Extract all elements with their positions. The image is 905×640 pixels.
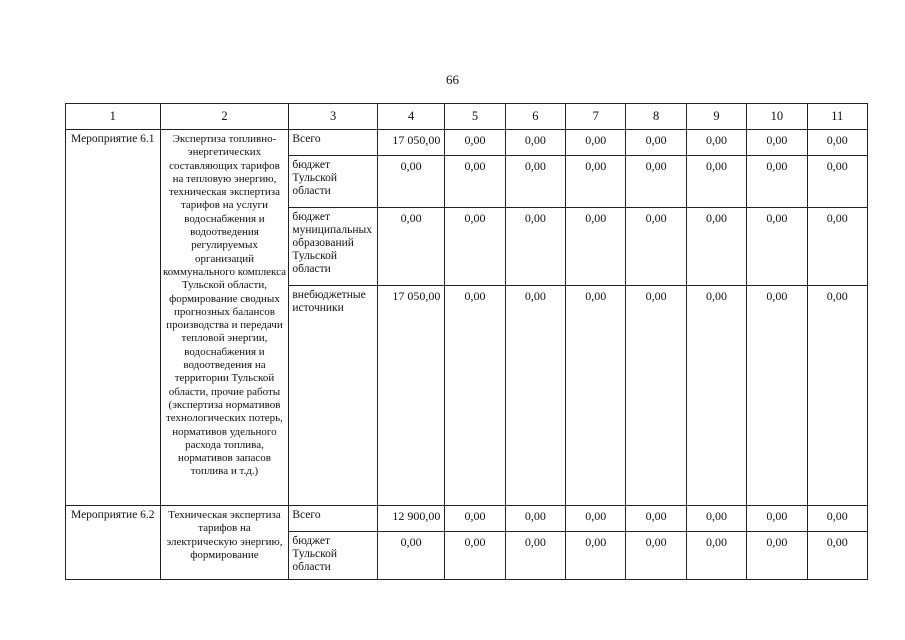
value-cell: 0,00: [566, 156, 626, 208]
value-cell: 0,00: [626, 286, 686, 506]
value-cell: 0,00: [747, 286, 807, 506]
value-cell: 17 050,00: [377, 286, 444, 506]
value-cell: 0,00: [505, 532, 565, 580]
value-cell: 0,00: [747, 208, 807, 286]
value-cell: 0,00: [566, 208, 626, 286]
value-cell: 0,00: [807, 532, 867, 580]
header-cell: 5: [445, 104, 505, 130]
value-cell: 0,00: [686, 208, 746, 286]
header-cell: 6: [505, 104, 565, 130]
header-cell: 3: [289, 104, 378, 130]
value-cell: 0,00: [505, 156, 565, 208]
value-cell: 0,00: [686, 506, 746, 532]
measure-name: Мероприятие 6.2: [66, 506, 161, 580]
header-cell: 11: [807, 104, 867, 130]
value-cell: 0,00: [626, 506, 686, 532]
value-cell: 0,00: [807, 156, 867, 208]
header-cell: 9: [686, 104, 746, 130]
header-cell: 1: [66, 104, 161, 130]
value-cell: 0,00: [747, 532, 807, 580]
header-cell: 2: [160, 104, 289, 130]
header-cell: 4: [377, 104, 444, 130]
value-cell: 0,00: [505, 208, 565, 286]
header-cell: 10: [747, 104, 807, 130]
value-cell: 0,00: [686, 156, 746, 208]
value-cell: 0,00: [747, 130, 807, 156]
measure-description: Техническая экспертиза тарифов на электрическую энергию, формирование: [160, 506, 289, 580]
page-number: 66: [446, 72, 459, 87]
funding-source: внебюджетные источники: [289, 286, 378, 506]
header-row: [66, 104, 868, 130]
value-cell: 0,00: [566, 532, 626, 580]
value-cell: 0,00: [566, 286, 626, 506]
value-cell: 0,00: [747, 156, 807, 208]
budget-table: [65, 103, 868, 580]
value-cell: 0,00: [626, 130, 686, 156]
value-cell: 0,00: [747, 506, 807, 532]
value-cell: 0,00: [626, 208, 686, 286]
value-cell: 0,00: [377, 532, 444, 580]
value-cell: 0,00: [807, 208, 867, 286]
value-cell: 0,00: [505, 286, 565, 506]
value-cell: 0,00: [445, 286, 505, 506]
value-cell: 0,00: [445, 130, 505, 156]
value-cell: 0,00: [626, 156, 686, 208]
value-cell: 0,00: [445, 156, 505, 208]
value-cell: 0,00: [686, 532, 746, 580]
value-cell: 0,00: [445, 532, 505, 580]
value-cell: 0,00: [626, 532, 686, 580]
value-cell: 12 900,00: [377, 506, 444, 532]
value-cell: 0,00: [377, 208, 444, 286]
value-cell: 0,00: [807, 130, 867, 156]
funding-source: бюджет Тульской области: [289, 156, 378, 208]
value-cell: 0,00: [505, 506, 565, 532]
measure-description: Экспертиза топливно-энергетических составляющих тарифов на тепловую энергию, техническая экспертиза тарифов на услуги водоснабжения и водоотведения регулируемых организаций коммунального комплекса Тульской области, формирование сводных прогнозных балансов производства и передачи тепловой энергии, водоснабжения и водоотведения на территории Тульской области, прочие работы (экспертиза нормативов технологических потерь, нормативов удельного расхода топлива, нормативов запасов топлива и т.д.): [160, 130, 289, 506]
value-cell: 0,00: [445, 506, 505, 532]
value-cell: 17 050,00: [377, 130, 444, 156]
funding-source: бюджет Тульской области: [289, 532, 378, 580]
value-cell: 0,00: [807, 506, 867, 532]
funding-source: Всего: [289, 506, 378, 532]
funding-source: Всего: [289, 130, 378, 156]
value-cell: 0,00: [566, 506, 626, 532]
measure-name: Мероприятие 6.1: [66, 130, 161, 506]
table-row: [66, 506, 868, 532]
value-cell: 0,00: [686, 130, 746, 156]
value-cell: 0,00: [377, 156, 444, 208]
value-cell: 0,00: [445, 208, 505, 286]
table-row: [66, 130, 868, 156]
header-cell: 8: [626, 104, 686, 130]
value-cell: 0,00: [807, 286, 867, 506]
funding-source: бюджет муниципальных образований Тульской области: [289, 208, 378, 286]
header-cell: 7: [566, 104, 626, 130]
value-cell: 0,00: [566, 130, 626, 156]
value-cell: 0,00: [505, 130, 565, 156]
value-cell: 0,00: [686, 286, 746, 506]
